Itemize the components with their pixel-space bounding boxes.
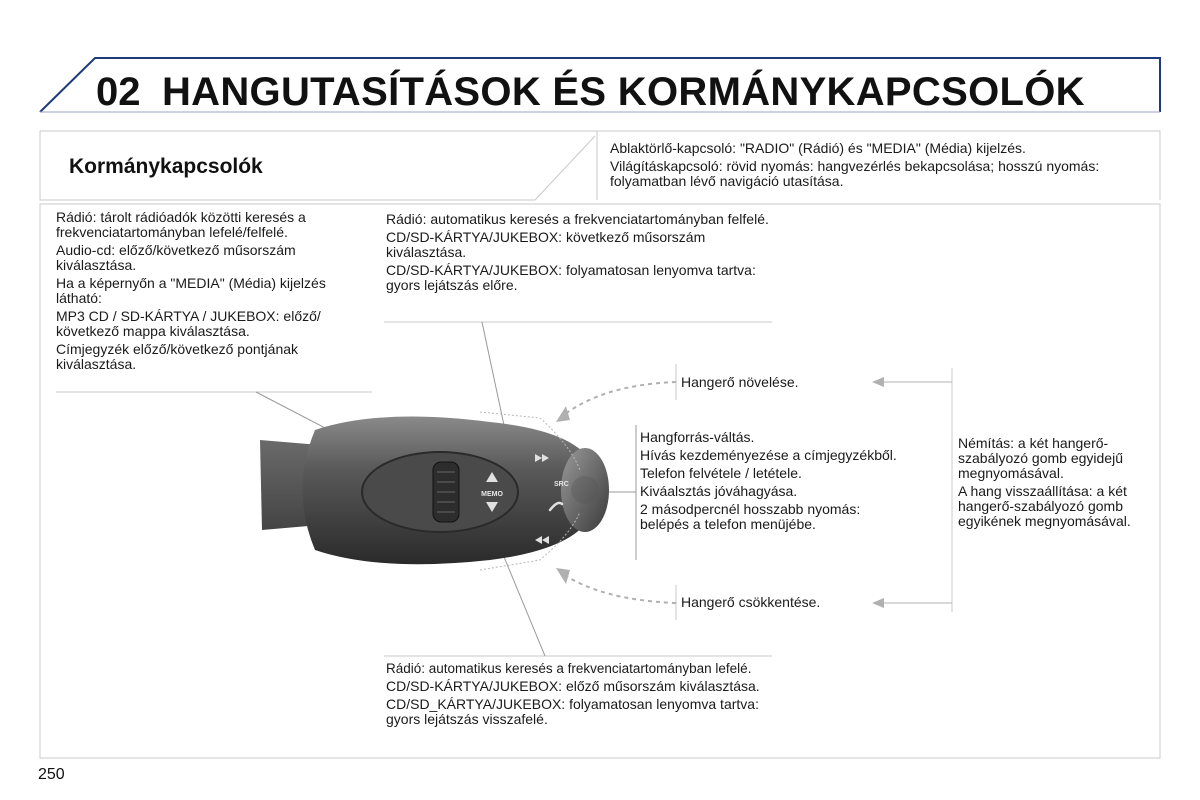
paragraph: CD/SD-KÁRTYA/JUKEBOX: előző műsorszám kiválasztása. <box>386 678 760 694</box>
chapter-title: HANGUTASÍTÁSOK ÉS KORMÁNYKAPCSOLÓK <box>162 70 1085 114</box>
note-line: Világításkapcsoló: rövid nyomás: hangvezérlés bekapcsolása; hosszú nyomás: folyamatban lévő navigáció utasítása. <box>610 158 1100 189</box>
mute-text <box>958 436 1148 532</box>
paragraph: Audio-cd: előző/következő műsorszám kiválasztása. <box>56 242 296 273</box>
upper-middle-text <box>386 212 778 296</box>
src-button-text <box>640 430 902 535</box>
paragraph: 2 másodpercnél hosszabb nyomás: belépés a telefon menüjébe. <box>640 501 861 532</box>
steering-stalk-illustration <box>240 400 620 580</box>
lower-middle-text <box>386 661 786 730</box>
paragraph: Némítás: a két hangerő-szabályozó gomb egyidejű megnyomásával. <box>958 435 1123 481</box>
paragraph: Hangforrás-váltás. <box>640 429 755 445</box>
paragraph: MP3 CD / SD-KÁRTYA / JUKEBOX: előző/ következő mappa kiválasztása. <box>56 308 321 339</box>
paragraph: CD/SD-KÁRTYA/JUKEBOX: következő műsorszám kiválasztása. <box>386 229 706 260</box>
src-label: SRC <box>554 481 569 488</box>
paragraph: Telefon felvétele / letétele. <box>640 465 802 481</box>
paragraph: Ha a képernyőn a "MEDIA" (Média) kijelzés látható: <box>56 275 326 306</box>
chapter-number: 02 <box>96 70 141 114</box>
paragraph: Rádió: automatikus keresés a frekvenciatartományban lefelé. <box>386 661 752 676</box>
src-button[interactable] <box>571 476 599 504</box>
paragraph: Címjegyzék előző/következő pontjának kiválasztása. <box>56 341 299 372</box>
paragraph: Rádió: automatikus keresés a frekvenciatartományban felfelé. <box>386 211 769 227</box>
paragraph: Hívás kezdeményezése a címjegyzékből. <box>640 447 897 463</box>
paragraph: A hang visszaállítása: a két hangerő-szabályozó gomb egyikének megnyomásával. <box>958 483 1131 529</box>
top-right-note <box>610 141 1140 192</box>
section-title: Kormánykapcsolók <box>69 155 263 178</box>
left-column-text <box>56 210 372 375</box>
paragraph: CD/SD_KÁRTYA/JUKEBOX: folyamatosan lenyomva tartva: gyors lejátszás visszafelé. <box>386 696 759 727</box>
volume-down-label: Hangerő csökkentése. <box>681 594 821 610</box>
paragraph: Rádió: tárolt rádióadók közötti keresés a frekvenciatartományban lefelé/felfelé. <box>56 209 306 240</box>
volume-up-label: Hangerő növelése. <box>681 374 799 390</box>
memo-label: MEMO <box>481 491 503 498</box>
paragraph: CD/SD-KÁRTYA/JUKEBOX: folyamatosan lenyomva tartva: gyors lejátszás előre. <box>386 262 756 293</box>
note-line: Ablaktörlő-kapcsoló: "RADIO" (Rádió) és "MEDIA" (Média) kijelzés. <box>610 140 1026 156</box>
page-number: 250 <box>38 766 65 783</box>
paragraph: Kiváalsztás jóváhagyása. <box>640 483 798 499</box>
